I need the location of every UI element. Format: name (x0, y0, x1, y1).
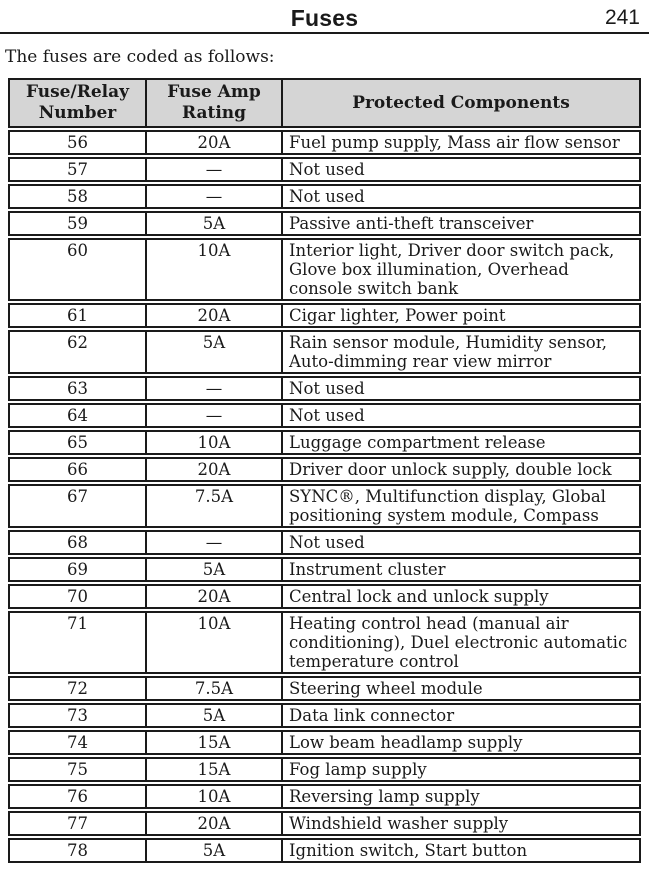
amp-rating-cell: 10A (147, 432, 283, 453)
table-row (8, 403, 641, 428)
amp-rating-cell: 5A (147, 213, 283, 234)
fuse-number-cell: 63 (10, 378, 147, 399)
fuse-number-cell: 64 (10, 405, 147, 426)
table-row (8, 157, 641, 182)
table-row (8, 838, 641, 863)
components-cell: Driver door unlock supply, double lock (289, 460, 612, 479)
components-cell: Interior light, Driver door switch pack, Glove box illumination, Overhead console switch bank (289, 241, 615, 298)
components-cell: Luggage compartment release (289, 433, 546, 452)
table-row (8, 303, 641, 328)
fuse-number-cell: 68 (10, 532, 147, 553)
components-cell: Windshield washer supply (289, 814, 509, 833)
amp-rating-cell: 10A (147, 240, 283, 299)
components-cell: Fuel pump supply, Mass air flow sensor (289, 133, 620, 152)
table-row (8, 811, 641, 836)
components-cell: Instrument cluster (289, 560, 446, 579)
fuse-number-cell: 61 (10, 305, 147, 326)
amp-rating-cell: 7.5A (147, 486, 283, 526)
header-protected-components: Protected Components (352, 92, 570, 113)
fuse-number-cell: 58 (10, 186, 147, 207)
fuse-number-cell: 65 (10, 432, 147, 453)
amp-rating-cell: 20A (147, 459, 283, 480)
amp-rating-cell: 5A (147, 559, 283, 580)
table-row (8, 557, 641, 582)
table-row (8, 130, 641, 155)
fuse-number-cell: 78 (10, 840, 147, 861)
components-cell: Central lock and unlock supply (289, 587, 549, 606)
components-cell: Rain sensor module, Humidity sensor, Auto-dimming rear view mirror (289, 333, 608, 371)
table-row (8, 703, 641, 728)
amp-rating-cell: — (147, 532, 283, 553)
amp-rating-cell: 20A (147, 586, 283, 607)
fuse-number-cell: 56 (10, 132, 147, 153)
table-row (8, 457, 641, 482)
table-row (8, 530, 641, 555)
fuse-number-cell: 69 (10, 559, 147, 580)
fuse-number-cell: 77 (10, 813, 147, 834)
page-title: Fuses (290, 5, 359, 31)
fuse-number-cell: 73 (10, 705, 147, 726)
amp-rating-cell: — (147, 378, 283, 399)
fuse-number-cell: 66 (10, 459, 147, 480)
amp-rating-cell: 5A (147, 840, 283, 861)
table-row (8, 757, 641, 782)
fuse-table-body (8, 130, 641, 863)
fuse-number-cell: 74 (10, 732, 147, 753)
amp-rating-cell: 20A (147, 813, 283, 834)
fuse-number-cell: 71 (10, 613, 147, 672)
table-row (8, 430, 641, 455)
amp-rating-cell: 10A (147, 613, 283, 672)
amp-rating-cell: 15A (147, 732, 283, 753)
fuse-number-cell: 70 (10, 586, 147, 607)
table-row (8, 784, 641, 809)
components-cell: Heating control head (manual air conditioning), Duel electronic automatic temperature control (289, 614, 628, 671)
page-number: 241 (604, 6, 640, 29)
table-header-row (8, 78, 641, 128)
amp-rating-cell: 20A (147, 132, 283, 153)
components-cell: Cigar lighter, Power point (289, 306, 506, 325)
fuse-number-cell: 60 (10, 240, 147, 299)
components-cell: Not used (289, 379, 365, 398)
table-row (8, 584, 641, 609)
amp-rating-cell: 20A (147, 305, 283, 326)
components-cell: Data link connector (289, 706, 455, 725)
header-divider (0, 32, 649, 34)
table-row (8, 611, 641, 674)
fuse-number-cell: 76 (10, 786, 147, 807)
fuse-number-cell: 75 (10, 759, 147, 780)
intro-text: The fuses are coded as follows: (5, 47, 275, 67)
amp-rating-cell: 5A (147, 332, 283, 372)
header-fuse-amp-rating: Fuse Amp Rating (147, 80, 283, 126)
table-row (8, 730, 641, 755)
components-cell: Reversing lamp supply (289, 787, 480, 806)
table-row (8, 238, 641, 301)
table-row (8, 676, 641, 701)
fuse-table (8, 78, 641, 863)
components-cell: Passive anti-theft transceiver (289, 214, 534, 233)
table-row (8, 484, 641, 528)
components-cell: Not used (289, 187, 365, 206)
amp-rating-cell: 15A (147, 759, 283, 780)
amp-rating-cell: — (147, 186, 283, 207)
fuse-number-cell: 67 (10, 486, 147, 526)
header-fuse-relay-number: Fuse/Relay Number (10, 80, 147, 126)
amp-rating-cell: 7.5A (147, 678, 283, 699)
components-cell: Fog lamp supply (289, 760, 427, 779)
table-row (8, 184, 641, 209)
page-header (0, 0, 649, 32)
components-cell: Not used (289, 533, 365, 552)
components-cell: Not used (289, 160, 365, 179)
fuse-number-cell: 57 (10, 159, 147, 180)
fuse-number-cell: 59 (10, 213, 147, 234)
table-row (8, 376, 641, 401)
fuse-number-cell: 72 (10, 678, 147, 699)
amp-rating-cell: 5A (147, 705, 283, 726)
table-row (8, 330, 641, 374)
amp-rating-cell: — (147, 405, 283, 426)
components-cell: Not used (289, 406, 365, 425)
components-cell: Ignition switch, Start button (289, 841, 528, 860)
fuse-number-cell: 62 (10, 332, 147, 372)
amp-rating-cell: — (147, 159, 283, 180)
components-cell: Low beam headlamp supply (289, 733, 523, 752)
components-cell: SYNC®, Multifunction display, Global positioning system module, Compass (289, 487, 606, 525)
components-cell: Steering wheel module (289, 679, 483, 698)
amp-rating-cell: 10A (147, 786, 283, 807)
table-row (8, 211, 641, 236)
